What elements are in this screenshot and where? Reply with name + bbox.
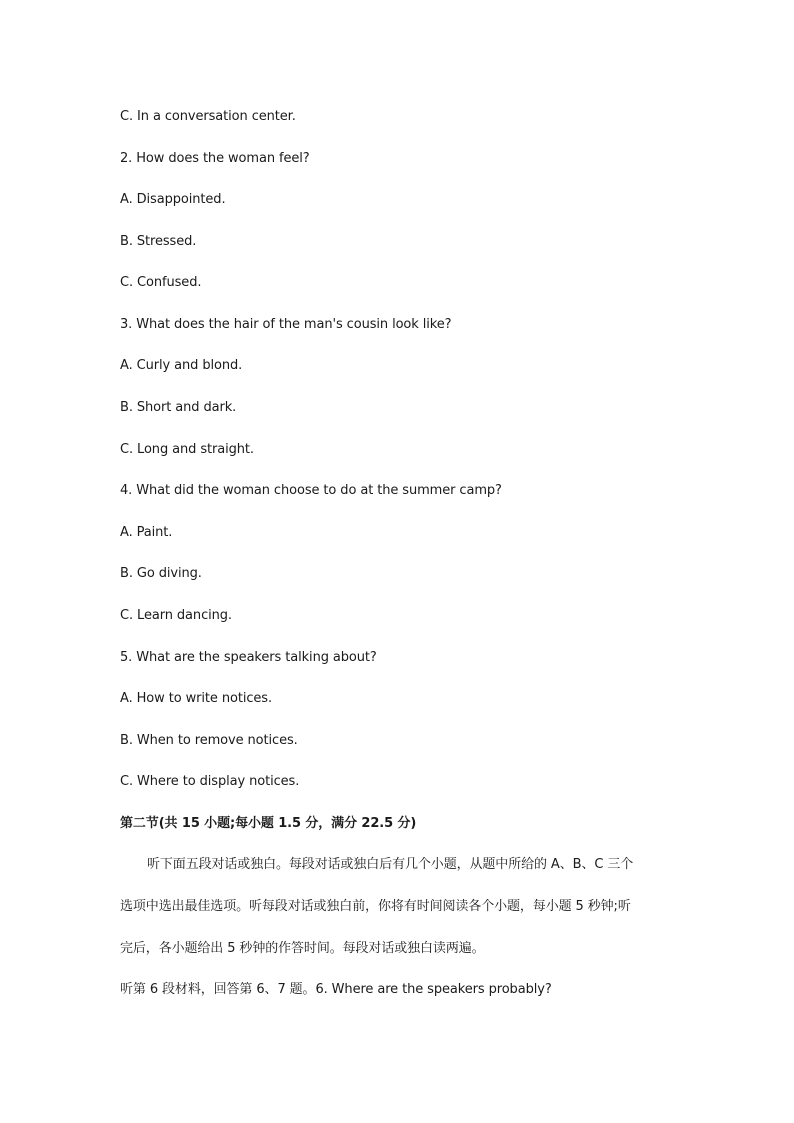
option-3a: A. Curly and blond. [120,358,243,373]
question-6-intro: 听第 6 段材料，回答第 6、7 题。6. Where are the speakers probably? [120,982,552,997]
option-3b: B. Short and dark. [120,400,237,415]
option-3c: C. Long and straight. [120,442,254,457]
option-5b: B. When to remove notices. [120,733,298,748]
instructions-line-3: 完后，各小题给出 5 秒钟的作答时间。每段对话或独白读两遍。 [120,941,485,956]
instructions-line-1: 听下面五段对话或独白。每段对话或独白后有几个小题，从题中所给的 A、B、C 三个 [147,857,634,872]
option-4b: B. Go diving. [120,566,202,581]
instructions-line-2: 选项中选出最佳选项。听每段对话或独白前，你将有时间阅读各个小题，每小题 5 秒钟;听 [120,899,631,914]
option-2c: C. Confused. [120,275,202,290]
question-5: 5. What are the speakers talking about? [120,650,377,665]
option-4c: C. Learn dancing. [120,608,232,623]
option-1c: C. In a conversation center. [120,109,296,124]
question-3: 3. What does the hair of the man's cousin look like? [120,317,452,332]
section-heading: 第二节(共 15 小题;每小题 1.5 分，满分 22.5 分) [120,816,417,831]
option-2a: A. Disappointed. [120,192,226,207]
option-5a: A. How to write notices. [120,691,272,706]
question-2: 2. How does the woman feel? [120,151,310,166]
option-2b: B. Stressed. [120,234,197,249]
option-4a: A. Paint. [120,525,173,540]
question-4: 4. What did the woman choose to do at the summer camp? [120,483,502,498]
option-5c: C. Where to display notices. [120,774,300,789]
